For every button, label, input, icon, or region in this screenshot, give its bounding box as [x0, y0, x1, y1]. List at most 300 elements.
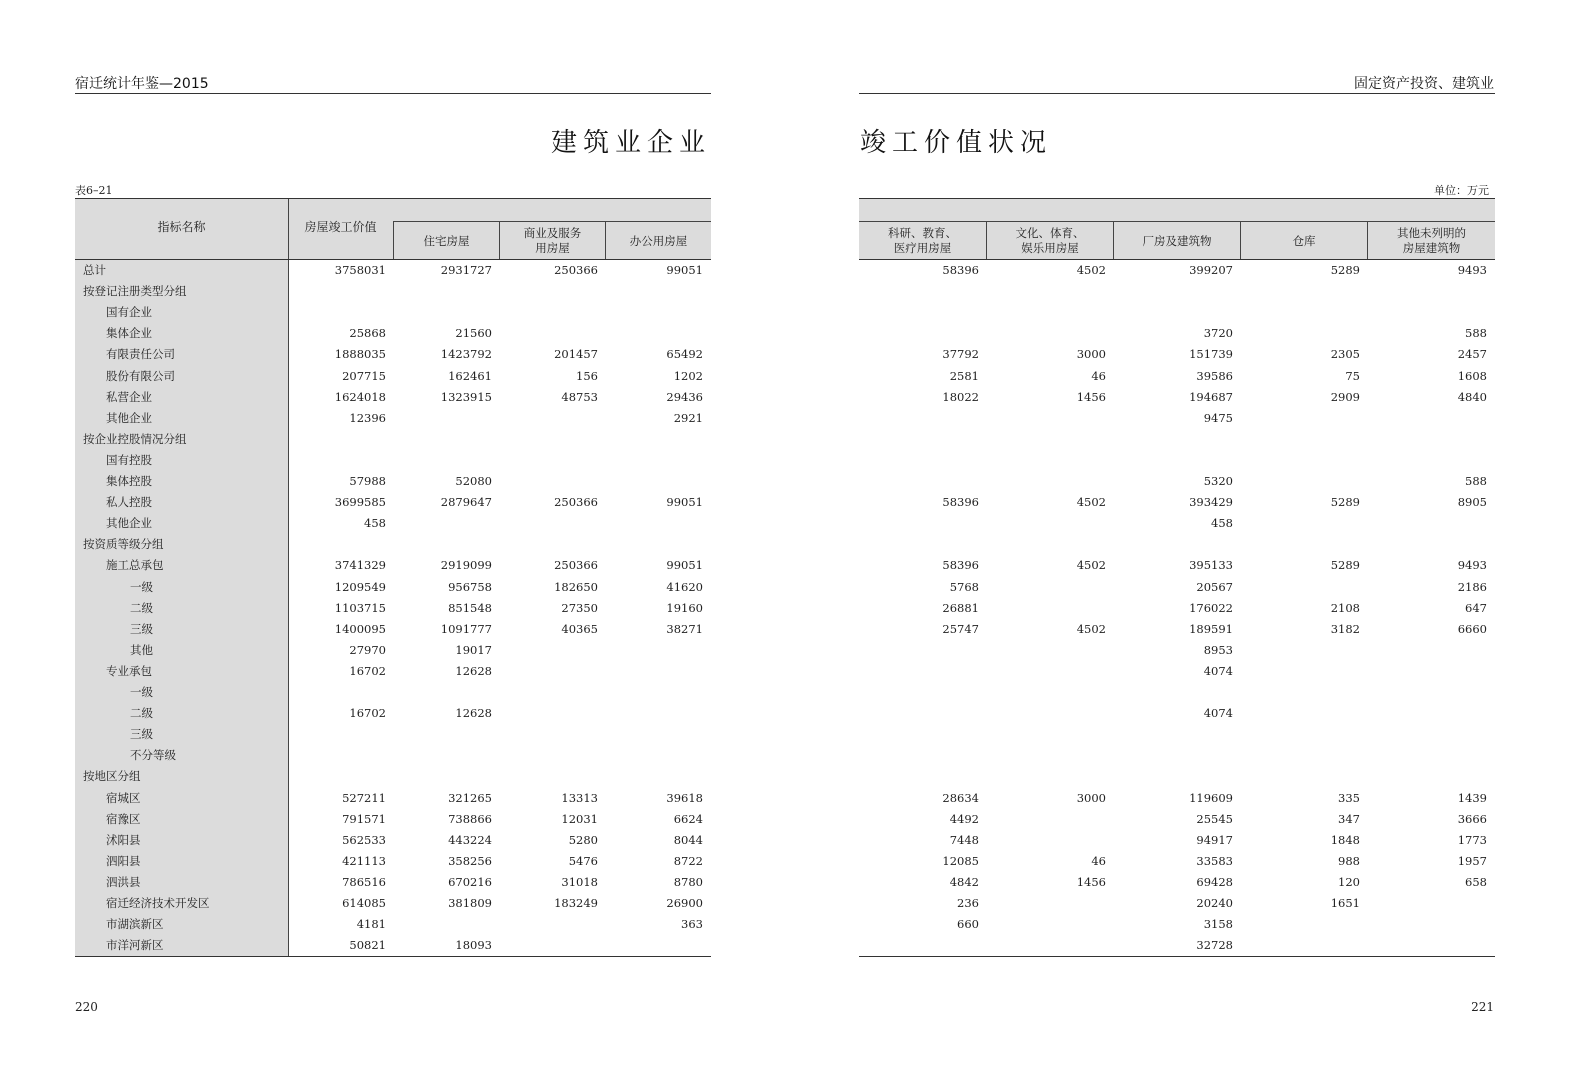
table-cell [499, 450, 598, 471]
table-cell: 2581 [949, 368, 979, 383]
table-cell: 94917 [1196, 832, 1233, 847]
row-label: 泗洪县 [106, 874, 141, 889]
table-cell [986, 893, 1106, 914]
table-cell: 8953 [1203, 642, 1233, 657]
table-cell: 363 [681, 917, 703, 932]
table-cell: 6660 [1457, 621, 1487, 636]
table-cell: 52080 [455, 474, 492, 488]
table-cell [986, 935, 1106, 956]
table-cell: 16702 [349, 663, 386, 678]
table-cell: 119609 [1189, 790, 1233, 805]
table-cell: 57988 [349, 474, 386, 488]
indicator-header: 指标名称 [157, 220, 206, 234]
row-label: 沭阳县 [106, 832, 141, 847]
table-cell: 3000 [1076, 790, 1106, 805]
table-cell: 2305 [1330, 347, 1360, 362]
table-cell: 421113 [342, 853, 386, 868]
table-cell: 69428 [1196, 874, 1233, 889]
table-cell: 4181 [356, 917, 386, 932]
warehouse-header: 仓库 [1240, 222, 1367, 260]
table-cell: 5476 [568, 853, 598, 868]
table-cell: 207715 [342, 368, 386, 383]
table-cell: 31018 [561, 874, 598, 889]
table-cell: 399207 [1189, 263, 1233, 277]
row-label: 总计 [83, 263, 106, 277]
table-cell [859, 302, 979, 323]
table-cell: 1202 [673, 368, 703, 383]
table-cell: 395133 [1189, 558, 1233, 573]
other-buildings-header: 其他未列明的 房屋建筑物 [1367, 222, 1495, 260]
table-cell: 527211 [342, 790, 386, 805]
table-cell [1240, 408, 1360, 429]
table-cell: 20567 [1196, 579, 1233, 594]
table-cell [1113, 766, 1233, 787]
table-cell: 956758 [448, 579, 492, 594]
table-cell: 8905 [1457, 495, 1487, 510]
table-cell [1113, 281, 1233, 302]
table-cell: 19017 [455, 642, 492, 657]
table-cell: 38271 [666, 621, 703, 636]
table-cell: 2919099 [440, 558, 492, 573]
row-label: 宿豫区 [106, 811, 141, 826]
table-cell [986, 703, 1106, 724]
row-label: 三级 [130, 621, 153, 636]
page-number-left: 220 [75, 1000, 98, 1014]
title-left: 建筑业企业 [550, 128, 711, 158]
table-cell [1240, 302, 1360, 323]
table-cell [605, 935, 703, 956]
table-cell [499, 661, 598, 682]
row-label: 集体企业 [106, 326, 152, 341]
table-cell: 458 [1211, 516, 1233, 531]
left-header-rule [75, 93, 711, 94]
right-header-rule [859, 93, 1495, 94]
table-cell [859, 703, 979, 724]
table-cell: 2909 [1330, 389, 1360, 404]
row-label: 集体控股 [106, 474, 152, 488]
table-cell [288, 429, 386, 450]
table-cell [1240, 513, 1360, 534]
table-cell [986, 408, 1106, 429]
table-cell [859, 450, 979, 471]
table-cell: 5768 [949, 579, 979, 594]
table-cell: 4074 [1203, 706, 1233, 721]
table-cell [288, 682, 386, 703]
table-cell: 26881 [942, 600, 979, 615]
table-cell [288, 450, 386, 471]
table-cell [859, 281, 979, 302]
table-cell: 3699585 [334, 495, 386, 510]
row-label: 一级 [130, 579, 153, 594]
table-cell: 1103715 [334, 600, 386, 615]
table-cell [1240, 724, 1360, 745]
table-cell: 32728 [1196, 938, 1233, 953]
table-cell: 358256 [448, 853, 492, 868]
table-cell [393, 408, 492, 429]
table-cell: 1888035 [334, 347, 386, 362]
table-cell [859, 408, 979, 429]
table-cell [986, 471, 1106, 492]
table-cell [499, 471, 598, 492]
table-cell: 13313 [561, 790, 598, 805]
table-cell [499, 408, 598, 429]
table-cell: 25545 [1196, 811, 1233, 826]
table-cell [1240, 935, 1360, 956]
table-cell: 250366 [554, 495, 598, 510]
table-cell [986, 598, 1106, 619]
table-cell: 236 [957, 896, 979, 910]
table-cell [986, 830, 1106, 851]
row-label: 泗阳县 [106, 853, 141, 868]
table-cell: 182650 [554, 579, 598, 594]
table-cell [859, 323, 979, 344]
table-cell: 8722 [673, 853, 703, 868]
table-cell: 670216 [448, 874, 492, 889]
table-cell: 12085 [942, 853, 979, 868]
table-cell [859, 766, 979, 787]
table-cell: 194687 [1189, 389, 1233, 404]
table-cell: 7448 [949, 832, 979, 847]
table-number: 表6–21 [75, 184, 113, 197]
table-cell [1367, 281, 1487, 302]
row-label: 宿迁经济技术开发区 [106, 896, 210, 910]
table-cell: 6624 [673, 811, 703, 826]
table-cell [986, 429, 1106, 450]
row-label: 其他企业 [106, 410, 152, 425]
table-cell: 1323915 [440, 389, 492, 404]
table-cell: 19160 [666, 600, 703, 615]
table-cell: 4840 [1457, 389, 1487, 404]
table-cell: 12396 [349, 410, 386, 425]
table-cell: 46 [1091, 853, 1106, 868]
table-cell [986, 534, 1106, 555]
table-cell: 20240 [1196, 896, 1233, 910]
table-cell [1240, 914, 1360, 935]
table-cell [1367, 766, 1487, 787]
row-label: 市湖滨新区 [106, 917, 164, 932]
table-cell: 33583 [1196, 853, 1233, 868]
table-cell [499, 281, 598, 302]
table-cell [859, 661, 979, 682]
title-right: 竣工价值状况 [860, 128, 1053, 158]
table-cell [1367, 724, 1487, 745]
table-cell [1240, 323, 1360, 344]
table-cell: 2921 [673, 410, 703, 425]
table-cell: 58396 [942, 558, 979, 573]
table-cell: 5289 [1330, 558, 1360, 573]
table-cell [1240, 450, 1360, 471]
table-cell [499, 302, 598, 323]
table-cell [986, 745, 1106, 766]
table-cell [605, 661, 703, 682]
table-cell [499, 914, 598, 935]
total-value-header: 房屋竣工价值 [304, 220, 377, 234]
table-cell: 12031 [561, 811, 598, 826]
table-cell [1240, 640, 1360, 661]
table-cell: 458 [364, 516, 386, 531]
table-cell [605, 323, 703, 344]
row-label: 三级 [130, 727, 153, 742]
table-cell: 5289 [1330, 495, 1360, 510]
table-cell [288, 766, 386, 787]
row-label: 二级 [130, 706, 153, 721]
row-label: 有限责任公司 [106, 347, 175, 362]
table-cell [605, 640, 703, 661]
table-cell [1240, 534, 1360, 555]
table-cell [393, 745, 492, 766]
row-label: 其他 [130, 642, 153, 657]
left-table-body [75, 260, 711, 957]
table-cell [986, 661, 1106, 682]
table-cell: 25868 [349, 326, 386, 341]
table-cell: 41620 [666, 579, 703, 594]
table-cell [605, 534, 703, 555]
table-cell: 58396 [942, 263, 979, 277]
table-cell [1367, 914, 1487, 935]
table-cell [986, 682, 1106, 703]
table-cell [1367, 302, 1487, 323]
table-cell: 37792 [942, 347, 979, 362]
row-label: 股份有限公司 [106, 368, 175, 383]
table-cell: 250366 [554, 558, 598, 573]
left-running-header: 宿迁统计年鉴—2015 [75, 76, 209, 92]
table-cell [499, 703, 598, 724]
table-cell: 46 [1091, 368, 1106, 383]
table-cell [499, 724, 598, 745]
table-cell [393, 302, 492, 323]
table-cell: 189591 [1189, 621, 1233, 636]
row-label: 其他企业 [106, 516, 152, 531]
table-cell: 1651 [1330, 896, 1360, 910]
table-cell [1113, 724, 1233, 745]
table-cell [1240, 703, 1360, 724]
table-cell [605, 745, 703, 766]
table-cell [1367, 703, 1487, 724]
table-cell: 1456 [1076, 389, 1106, 404]
table-cell: 9475 [1203, 410, 1233, 425]
table-cell [499, 323, 598, 344]
table-cell [605, 450, 703, 471]
row-label: 按登记注册类型分组 [83, 284, 187, 299]
table-cell: 162461 [448, 368, 492, 383]
table-cell [499, 935, 598, 956]
table-cell: 40365 [561, 621, 598, 636]
unit-label: 单位：万元 [1434, 184, 1489, 197]
table-cell [1367, 429, 1487, 450]
row-label: 按地区分组 [83, 769, 141, 784]
table-cell [499, 429, 598, 450]
table-cell [986, 724, 1106, 745]
table-cell: 176022 [1189, 600, 1233, 615]
table-cell: 988 [1338, 853, 1360, 868]
row-label: 国有企业 [106, 305, 152, 320]
table-cell: 335 [1338, 790, 1360, 805]
table-cell [1240, 471, 1360, 492]
table-cell [605, 766, 703, 787]
table-cell: 50821 [349, 938, 386, 953]
table-cell: 8044 [673, 832, 703, 847]
table-cell: 4502 [1076, 495, 1106, 510]
table-cell: 21560 [455, 326, 492, 341]
table-cell: 9493 [1457, 558, 1487, 573]
table-cell [986, 914, 1106, 935]
table-cell: 660 [957, 917, 979, 932]
table-cell: 3720 [1203, 326, 1233, 341]
table-cell [605, 682, 703, 703]
table-cell [605, 724, 703, 745]
table-cell [605, 471, 703, 492]
table-cell: 27350 [561, 600, 598, 615]
row-label: 二级 [130, 600, 153, 615]
table-cell: 3741329 [334, 558, 386, 573]
table-cell: 27970 [349, 642, 386, 657]
table-cell: 738866 [448, 811, 492, 826]
table-cell: 48753 [561, 389, 598, 404]
table-cell [1367, 935, 1487, 956]
office-header: 办公用房屋 [605, 222, 711, 260]
table-cell: 75 [1345, 368, 1360, 383]
table-cell: 5289 [1330, 263, 1360, 277]
table-cell: 39586 [1196, 368, 1233, 383]
table-cell: 4842 [949, 874, 979, 889]
table-cell [1113, 745, 1233, 766]
table-cell [288, 745, 386, 766]
table-cell [1367, 450, 1487, 471]
table-cell: 201457 [554, 347, 598, 362]
table-cell: 9493 [1457, 263, 1487, 277]
table-cell: 8780 [673, 874, 703, 889]
row-label: 不分等级 [130, 748, 176, 763]
table-cell [1240, 766, 1360, 787]
table-cell [288, 302, 386, 323]
table-cell: 791571 [342, 811, 386, 826]
table-cell [1367, 661, 1487, 682]
table-cell [859, 429, 979, 450]
table-cell [1367, 513, 1487, 534]
table-cell: 647 [1465, 600, 1487, 615]
table-cell: 4502 [1076, 621, 1106, 636]
table-cell: 39618 [666, 790, 703, 805]
table-cell: 5280 [568, 832, 598, 847]
table-cell [393, 534, 492, 555]
table-cell: 1209549 [334, 579, 386, 594]
table-cell [859, 513, 979, 534]
row-label: 按资质等级分组 [83, 537, 164, 552]
table-cell [393, 766, 492, 787]
table-cell: 1400095 [334, 621, 386, 636]
table-cell [859, 682, 979, 703]
table-cell [986, 766, 1106, 787]
table-cell: 29436 [666, 389, 703, 404]
table-cell: 183249 [554, 896, 598, 910]
table-cell: 381809 [448, 896, 492, 910]
table-cell: 851548 [448, 600, 492, 615]
table-cell: 2931727 [440, 263, 492, 277]
table-cell: 16702 [349, 706, 386, 721]
table-cell [1367, 682, 1487, 703]
table-cell: 3158 [1203, 917, 1233, 932]
table-cell [393, 724, 492, 745]
table-cell [605, 429, 703, 450]
table-cell: 321265 [448, 790, 492, 805]
table-cell: 250366 [554, 263, 598, 277]
table-cell [393, 682, 492, 703]
row-label: 宿城区 [106, 790, 141, 805]
table-cell [1367, 408, 1487, 429]
table-cell [986, 513, 1106, 534]
table-cell: 2879647 [440, 495, 492, 510]
table-cell [499, 766, 598, 787]
row-label: 市洋河新区 [106, 938, 164, 953]
table-cell: 443224 [448, 832, 492, 847]
table-cell: 2108 [1330, 600, 1360, 615]
table-cell: 120 [1338, 874, 1360, 889]
right-running-header: 固定资产投资、建筑业 [1354, 76, 1494, 92]
table-cell: 347 [1338, 811, 1360, 826]
table-cell [986, 450, 1106, 471]
table-cell: 26900 [666, 896, 703, 910]
table-cell: 3666 [1457, 811, 1487, 826]
table-cell: 12628 [455, 706, 492, 721]
table-cell [499, 640, 598, 661]
table-cell [288, 534, 386, 555]
table-cell [859, 534, 979, 555]
research-header: 科研、教育、 医疗用房屋 [888, 226, 957, 255]
table-cell: 18093 [455, 938, 492, 953]
table-cell [1240, 682, 1360, 703]
table-cell: 1624018 [334, 389, 386, 404]
table-cell: 393429 [1189, 495, 1233, 510]
page-number-right: 221 [1471, 1000, 1494, 1014]
table-cell: 28634 [942, 790, 979, 805]
table-cell [605, 281, 703, 302]
row-label: 一级 [130, 685, 153, 699]
table-cell [1367, 640, 1487, 661]
table-cell [1113, 429, 1233, 450]
table-cell [859, 724, 979, 745]
table-cell: 25747 [942, 621, 979, 636]
table-cell [393, 450, 492, 471]
table-cell: 99051 [666, 558, 703, 573]
table-cell: 1957 [1457, 853, 1487, 868]
table-cell [499, 513, 598, 534]
table-cell [499, 745, 598, 766]
table-cell: 1091777 [440, 621, 492, 636]
table-cell [986, 281, 1106, 302]
table-cell [605, 703, 703, 724]
table-cell [393, 281, 492, 302]
table-cell [1367, 893, 1487, 914]
table-cell [986, 640, 1106, 661]
table-cell: 3182 [1330, 621, 1360, 636]
table-cell: 1608 [1457, 368, 1487, 383]
table-cell [288, 724, 386, 745]
table-cell [605, 513, 703, 534]
table-cell: 99051 [666, 495, 703, 510]
table-cell: 3758031 [334, 263, 386, 277]
table-cell [859, 471, 979, 492]
table-cell: 2186 [1457, 579, 1487, 594]
table-cell [288, 281, 386, 302]
table-cell [393, 914, 492, 935]
table-cell: 588 [1465, 474, 1487, 488]
table-cell: 1456 [1076, 874, 1106, 889]
table-cell: 562533 [342, 832, 386, 847]
residential-header: 住宅房屋 [393, 222, 499, 260]
row-label: 按企业控股情况分组 [83, 431, 187, 446]
table-cell [1113, 682, 1233, 703]
culture-header: 文化、体育、 娱乐用房屋 [986, 222, 1113, 260]
